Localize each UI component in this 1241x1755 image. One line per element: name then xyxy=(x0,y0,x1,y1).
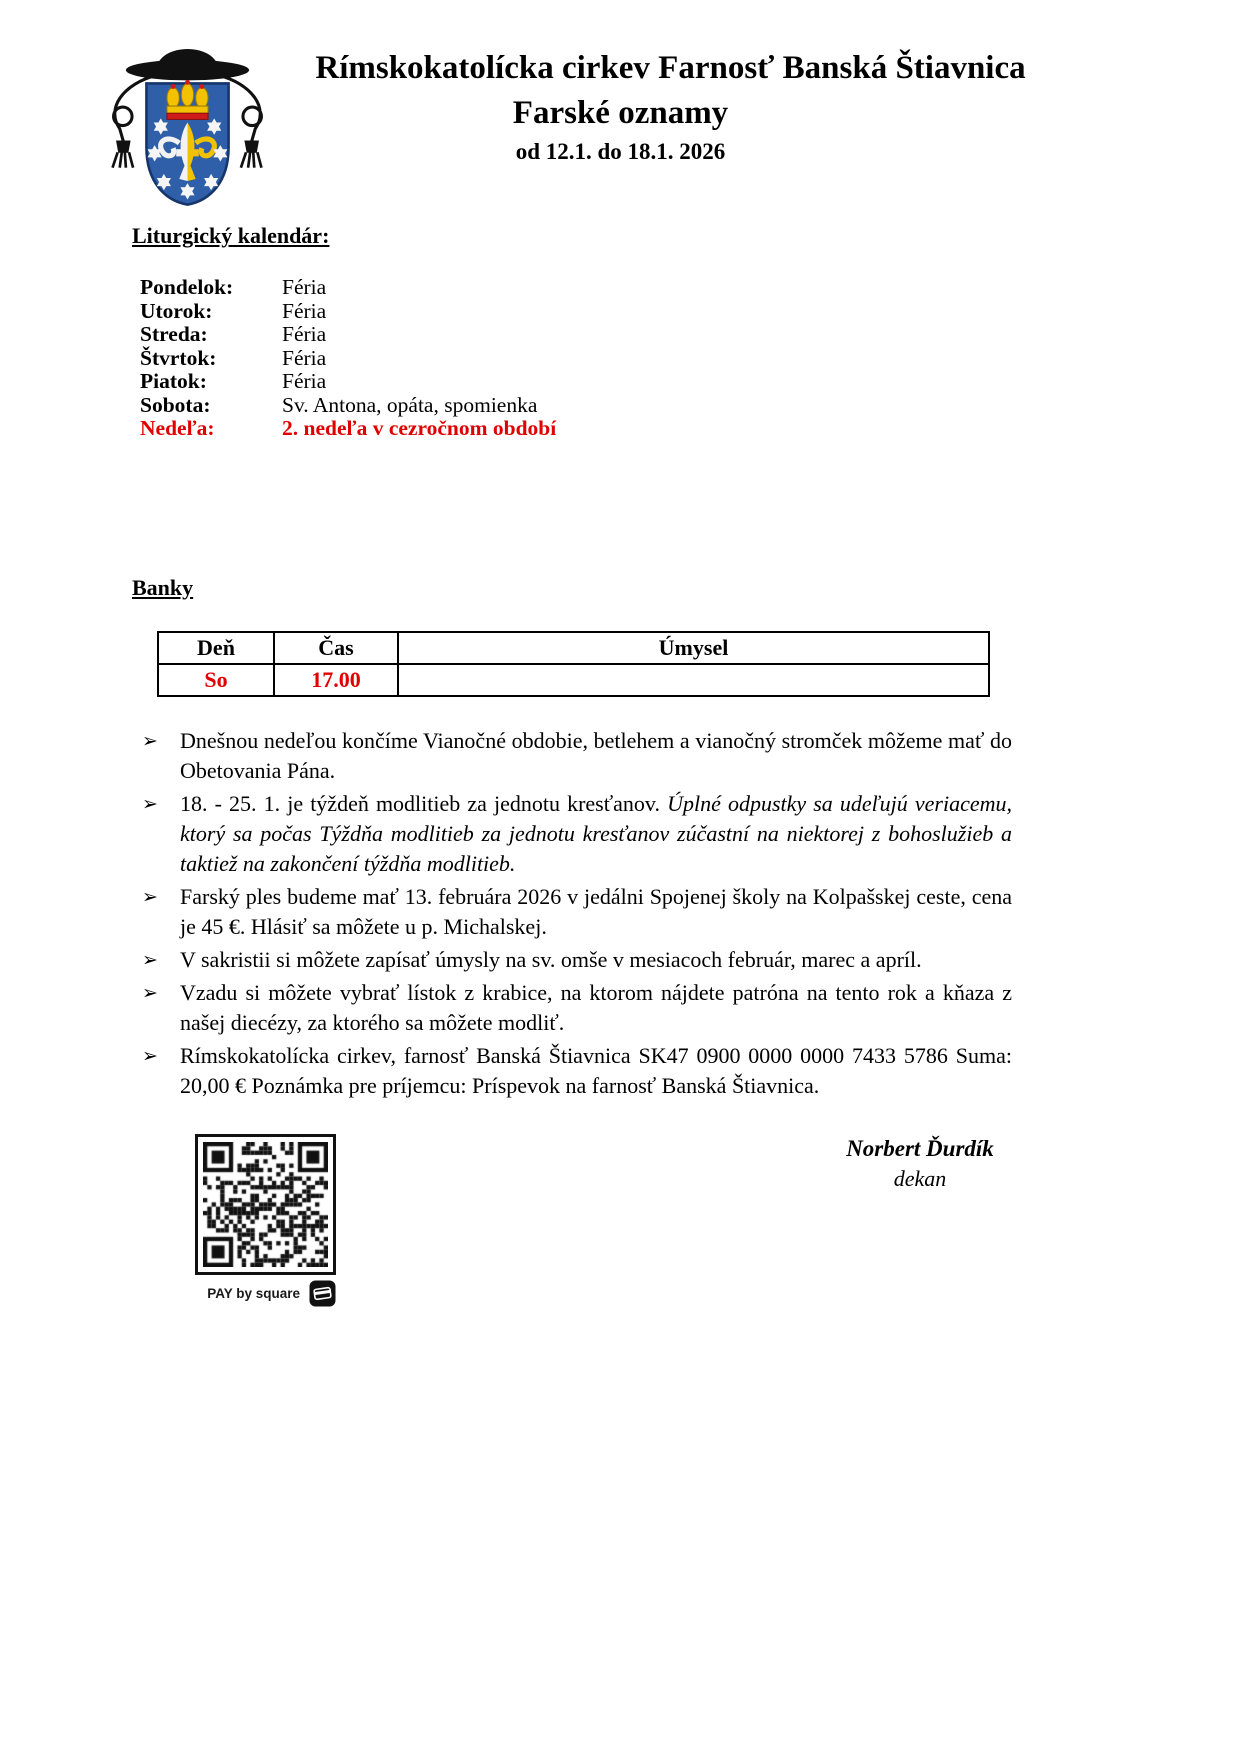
day-label: Štvrtok: xyxy=(140,345,217,370)
day-row-wednesday xyxy=(140,323,1241,347)
day-label: Streda: xyxy=(140,322,208,346)
cell-intent xyxy=(398,664,989,696)
qr-frame xyxy=(195,1134,336,1275)
day-label: Nedeľa: xyxy=(140,416,215,440)
liturgical-calendar-list xyxy=(140,276,1241,441)
day-label: Utorok: xyxy=(140,298,213,323)
table-row xyxy=(158,664,989,696)
column-header-intent: Úmysel xyxy=(398,632,989,664)
day-label: Sobota: xyxy=(140,392,211,417)
payment-card-icon xyxy=(309,1280,336,1307)
announcement-text: 18. - 25. 1. je týždeň modlitieb za jednotu kresťanov. xyxy=(180,790,668,816)
list-item xyxy=(140,882,1012,942)
day-value: Sv. Antona, opáta, spomienka xyxy=(282,392,538,417)
day-value: Féria xyxy=(282,369,327,393)
day-value: 2. nedeľa v cezročnom období xyxy=(282,416,557,440)
day-label: Pondelok: xyxy=(140,275,234,299)
day-value: Féria xyxy=(282,298,327,323)
arrow-bullet-icon: ➢ xyxy=(142,885,158,908)
day-row-tuesday xyxy=(140,300,1241,324)
table-header-row xyxy=(158,632,989,664)
cell-time: 17.00 xyxy=(274,664,398,696)
announcement-text: Farský ples budeme mať 13. februára 2026 v jedálni Spojenej školy na Kolpašskej ceste, cena je 45 €. Hlásiť sa môžete u p. Michalskej. xyxy=(180,883,1012,939)
list-item xyxy=(140,789,1012,879)
document-footer xyxy=(0,1104,1241,1344)
announcement-text-italic: Úplné odpustky sa udeľujú veriacemu, ktorý sa počas Týždňa modlitieb za jednotu kresťanov zúčastní na niektorej z bohoslužieb a taktiež na zakončení týždňa modlitieb. xyxy=(180,790,1013,876)
arrow-bullet-icon: ➢ xyxy=(142,981,158,1004)
announcement-text: Rímskokatolícka cirkev, farnosť Banská Štiavnica SK47 0900 0000 0000 7433 5786 Suma: 20,00 € Poznámka pre príjemcu: Príspevok na farnosť Banská Štiavnica. xyxy=(180,1042,1012,1098)
arrow-bullet-icon: ➢ xyxy=(142,948,158,971)
announcement-text: Dnešnou nedeľou končíme Vianočné obdobie, betlehem a vianočný stromček môžeme mať do Obetovania Pána. xyxy=(180,727,1012,783)
list-item xyxy=(140,978,1012,1038)
day-value: Féria xyxy=(282,345,327,370)
page-subtitle: Farské oznamy xyxy=(512,95,729,132)
day-row-monday xyxy=(140,276,1241,300)
list-item xyxy=(140,945,1012,975)
liturgical-calendar-heading: Liturgický kalendár: xyxy=(132,223,330,248)
day-row-sunday xyxy=(140,417,1241,441)
day-label: Piatok: xyxy=(140,369,207,393)
announcement-text: V sakristii si môžete zapísať úmysly na sv. omše v mesiacoch február, marec a apríl. xyxy=(180,946,922,972)
signature-role: dekan xyxy=(893,1165,947,1191)
arrow-bullet-icon: ➢ xyxy=(142,792,158,815)
page-title: Rímskokatolícka cirkev Farnosť Banská Štiavnica xyxy=(315,50,1026,86)
cell-day: So xyxy=(158,664,274,696)
signature-block xyxy=(755,1136,1085,1192)
list-item xyxy=(140,726,1012,786)
date-range: od 12.1. do 18.1. 2026 xyxy=(515,139,726,165)
parish-coat-of-arms-icon xyxy=(95,28,280,218)
column-header-day: Deň xyxy=(158,632,274,664)
day-row-thursday xyxy=(140,347,1241,371)
announcement-text: Vzadu si môžete vybrať lístok z krabice, na ktorom nájdete patróna na tento rok a kňaza z našej diecézy, za ktorého sa môžete modliť. xyxy=(180,979,1012,1035)
announcements-list xyxy=(140,726,1012,1101)
day-row-saturday xyxy=(140,394,1241,418)
day-value: Féria xyxy=(282,275,327,299)
day-value: Féria xyxy=(282,322,327,346)
column-header-time: Čas xyxy=(274,632,398,664)
day-row-friday xyxy=(140,370,1241,394)
payment-qr-block xyxy=(195,1134,336,1307)
qr-code xyxy=(203,1142,328,1267)
list-item xyxy=(140,1041,1012,1101)
banky-heading: Banky xyxy=(132,574,194,600)
mass-schedule-table xyxy=(157,631,990,697)
arrow-bullet-icon: ➢ xyxy=(142,729,158,752)
qr-caption xyxy=(195,1280,336,1307)
document-header xyxy=(0,0,1241,215)
arrow-bullet-icon: ➢ xyxy=(142,1044,158,1067)
signature-name: Norbert Ďurdík xyxy=(846,1135,994,1161)
pay-by-square-label: PAY by square xyxy=(207,1285,300,1301)
